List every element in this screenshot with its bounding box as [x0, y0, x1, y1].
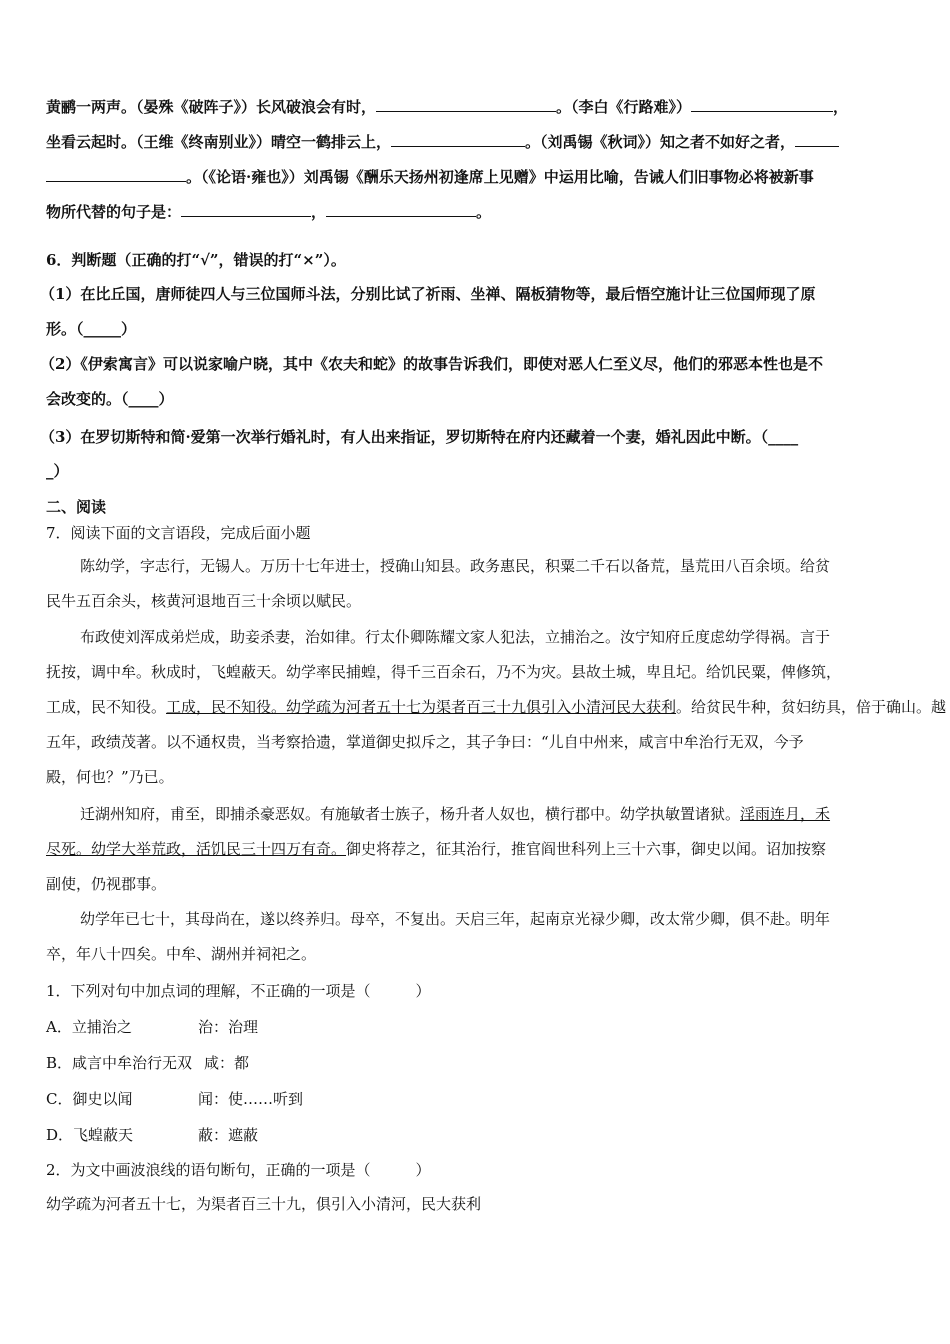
blank — [326, 202, 476, 217]
subq1-option-c — [46, 1088, 303, 1109]
passage-p1: 陈幼学，字志行，无锡人。万历十七年进士，授确山知县。政务惠民，积粟二千石以备荒，垦荒田八百余顷。给贫 — [80, 557, 831, 575]
text: 。（《论语·雍也》）刘禹锡《酬乐天扬州初逢席上见赠》中运用比喻，告诫人们旧事物必将被新事 — [186, 168, 814, 186]
text: 黄鹂一两声。（晏殊《破阵子》）长风破浪会有时， — [46, 98, 377, 116]
subq1-title: 1．下列对句中加点词的理解，不正确的一项是（ ） — [46, 982, 431, 1000]
q6-item-3-cont: _） — [46, 462, 69, 480]
option-key: C．御史以闻 — [46, 1090, 133, 1108]
passage-p2-line4: 五年，政绩茂著。以不通权贵，当考察拾遗，掌道御史拟斥之，其子争曰：“儿自中州来，咸言中牟治行无双，今予 — [46, 733, 804, 751]
text: 坐看云起时。（王维《终南别业》）晴空一鹤排云上， — [46, 133, 392, 151]
passage-p2-line5: 殿，何也？”乃已。 — [46, 768, 174, 786]
blank — [181, 202, 311, 217]
option-key: D．飞蝗蔽天 — [46, 1126, 134, 1144]
blank — [795, 132, 839, 147]
blank — [391, 132, 525, 147]
passage-p2-line3: 工成，民不知役。工成，民不知役。幼学疏为河者五十七为渠者百三十九俱引入小清河民大获利。给贫民牛种，贫妇纺具，倍于确山。越 — [46, 698, 947, 716]
subq2-answer: 幼学疏为河者五十七，为渠者百三十九，俱引入小清河，民大获利 — [46, 1195, 482, 1213]
underlined-sentence: 淫雨连月，禾 — [740, 805, 831, 823]
text: ， — [833, 98, 849, 116]
q6-item-1-cont: 形。（_____） — [46, 320, 137, 338]
text: 。（刘禹锡《秋词》）知之者不如好之者， — [525, 133, 796, 151]
text: 迁湖州知府，甫至，即捕杀豪恶奴。有施敏者士族子，杨升者人奴也，横行郡中。幼学执敏置诸狱。 — [80, 805, 741, 823]
underlined-sentence: 尽死。幼学大举荒政，活饥民三十四万有奇。 — [46, 840, 347, 858]
passage-p1-cont: 民牛五百余头，核黄河退地百三十余顷以赋民。 — [46, 592, 362, 610]
q7-title: 7．阅读下面的文言语段，完成后面小题 — [46, 524, 311, 542]
fill-line-3 — [46, 166, 814, 187]
passage-p2: 布政使刘浑成弟烂成，助妾杀妻，治如律。行太仆卿陈耀文家人犯法，立捕治之。汝宁知府丘度虑幼学得祸。言于 — [80, 628, 831, 646]
q6-item-1: （1）在比丘国，唐师徒四人与三位国师斗法，分别比试了祈雨、坐禅、隔板猜物等，最后悟空施计让三位国师现了原 — [40, 285, 816, 303]
section-heading: 二、阅读 — [46, 498, 107, 516]
text: 。给贫民牛种，贫妇纺具，倍于确山。越 — [676, 698, 947, 716]
option-value: 咸：都 — [204, 1054, 250, 1072]
text: 物所代替的句子是： — [46, 203, 182, 221]
q6-item-2: （2）《伊索寓言》可以说家喻户晓，其中《农夫和蛇》的故事告诉我们，即使对恶人仁至义尽，他们的邪恶本性也是不 — [40, 355, 823, 373]
text: 。（李白《行路难》） — [556, 98, 692, 116]
option-key: A．立捕治之 — [46, 1018, 132, 1036]
blank — [376, 97, 556, 112]
option-key: B．咸言中牟治行无双 — [46, 1054, 193, 1072]
text: 。 — [476, 203, 492, 221]
blank — [691, 97, 833, 112]
passage-p3-line3: 副使，仍视郡事。 — [46, 875, 167, 893]
passage-p4-cont: 卒，年八十四矣。中牟、湖州并祠祀之。 — [46, 945, 317, 963]
option-value: 蔽：遮蔽 — [198, 1126, 259, 1144]
fill-line-2 — [46, 131, 839, 152]
passage-p3 — [80, 803, 830, 824]
passage-p4: 幼学年已七十，其母尚在，遂以终养归。母卒，不复出。天启三年，起南京光禄少卿，改太常少卿，俱不赴。明年 — [80, 910, 831, 928]
option-value: 治：治理 — [198, 1018, 259, 1036]
q6-title: 6．判断题（正确的打“√”，错误的打“×”）。 — [46, 251, 346, 269]
blank — [46, 167, 186, 182]
fill-line-1 — [46, 96, 848, 117]
fill-line-4 — [46, 201, 491, 222]
subq1-option-d — [46, 1124, 258, 1145]
passage-p2-cont: 抚按，调中牟。秋成时，飞蝗蔽天。幼学率民捕蝗，得千三百余石，乃不为灾。县故土城，卑且圮。给饥民粟，俾修筑， — [46, 663, 842, 681]
text: ， — [311, 203, 327, 221]
subq2-title: 2．为文中画波浪线的语句断句，正确的一项是（ ） — [46, 1161, 431, 1179]
q6-item-3: （3）在罗切斯特和简·爱第一次举行婚礼时，有人出来指证，罗切斯特在府内还藏着一个妻，婚礼因此中断。（____ — [40, 428, 799, 446]
option-value: 闻：使……听到 — [198, 1090, 304, 1108]
text: 御史将荐之，征其治行，推官阎世科列上三十六事，御史以闻。诏加按察 — [346, 840, 827, 858]
subq1-option-a — [46, 1016, 258, 1037]
subq1-option-b — [46, 1052, 249, 1073]
wavy-underlined-sentence: 工成，民不知役。幼学疏为河者五十七为渠者百三十九俱引入小清河民大获利 — [166, 698, 677, 716]
q6-item-2-cont: 会改变的。（____） — [46, 390, 174, 408]
passage-p3-cont — [46, 838, 826, 859]
